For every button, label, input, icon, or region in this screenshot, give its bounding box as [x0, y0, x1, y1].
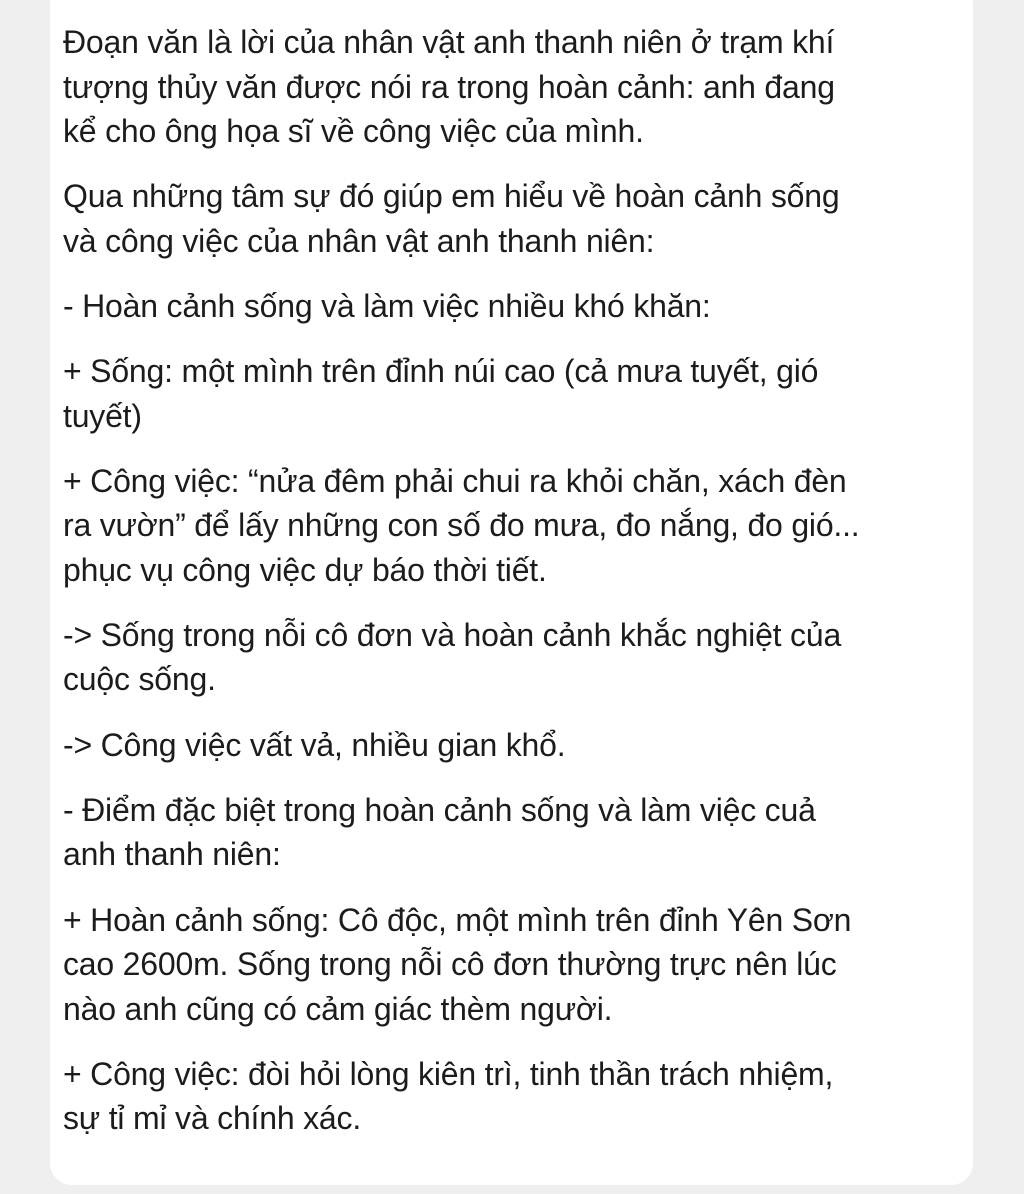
paragraph-conclusion-work — [63, 723, 959, 768]
paragraph-line: kể cho ông họa sĩ về công việc của mình. — [63, 113, 644, 149]
paragraph-line: + Công việc: “nửa đêm phải chui ra khỏi chăn, xách đèn — [63, 462, 847, 499]
paragraph-special-heading — [63, 788, 959, 877]
paragraph-line: + Công việc: đòi hỏi lòng kiên trì, tinh thần trách nhiệm, — [63, 1055, 834, 1092]
paragraph-line: sự tỉ mỉ và chính xác. — [63, 1100, 362, 1137]
paragraph-line: Qua những tâm sự đó giúp em hiểu về hoàn cảnh sống — [63, 178, 840, 215]
paragraph-conclusion-living — [63, 613, 959, 702]
paragraph-living-conditions — [63, 349, 959, 438]
paragraph-line: cuộc sống. — [63, 661, 216, 698]
paragraph-line: cao 2600m. Sống trong nỗi cô đơn thường trực nên lúc — [63, 946, 837, 982]
paragraph-hardship-heading — [63, 284, 959, 329]
paragraph-context — [63, 20, 959, 154]
paragraph-line: phục vụ công việc dự báo thời tiết. — [63, 551, 547, 588]
paragraph-line: - Điểm đặc biệt trong hoàn cảnh sống và làm việc cuả — [63, 791, 816, 828]
paragraph-line: + Hoàn cảnh sống: Cô độc, một mình trên đỉnh Yên Sơn — [63, 901, 852, 938]
paragraph-special-living — [63, 898, 959, 1032]
paragraph-special-work — [63, 1052, 959, 1141]
paragraph-line: + Sống: một mình trên đỉnh núi cao (cả mưa tuyết, gió — [63, 353, 819, 390]
paragraph-line: anh thanh niên: — [63, 836, 281, 873]
paragraph-work-conditions — [63, 459, 959, 593]
paragraph-intro — [63, 174, 959, 263]
paragraph-line: -> Sống trong nỗi cô đơn và hoàn cảnh khắc nghiệt của — [63, 616, 842, 653]
paragraph-line: - Hoàn cảnh sống và làm việc nhiều khó khăn: — [63, 287, 711, 324]
paragraph-line: nào anh cũng có cảm giác thèm người. — [63, 990, 613, 1027]
paragraph-line: và công việc của nhân vật anh thanh niên: — [63, 222, 655, 259]
paragraph-line: tuyết) — [63, 397, 142, 434]
paragraph-line: Đoạn văn là lời của nhân vật anh thanh niên ở trạm khí — [63, 24, 835, 60]
note-card — [50, 0, 973, 1185]
paragraph-line: -> Công việc vất vả, nhiều gian khổ. — [63, 726, 566, 763]
paragraph-line: ra vườn” để lấy những con số đo mưa, đo nắng, đo gió... — [63, 507, 860, 544]
paragraph-line: tượng thủy văn được nói ra trong hoàn cảnh: anh đang — [63, 68, 835, 105]
